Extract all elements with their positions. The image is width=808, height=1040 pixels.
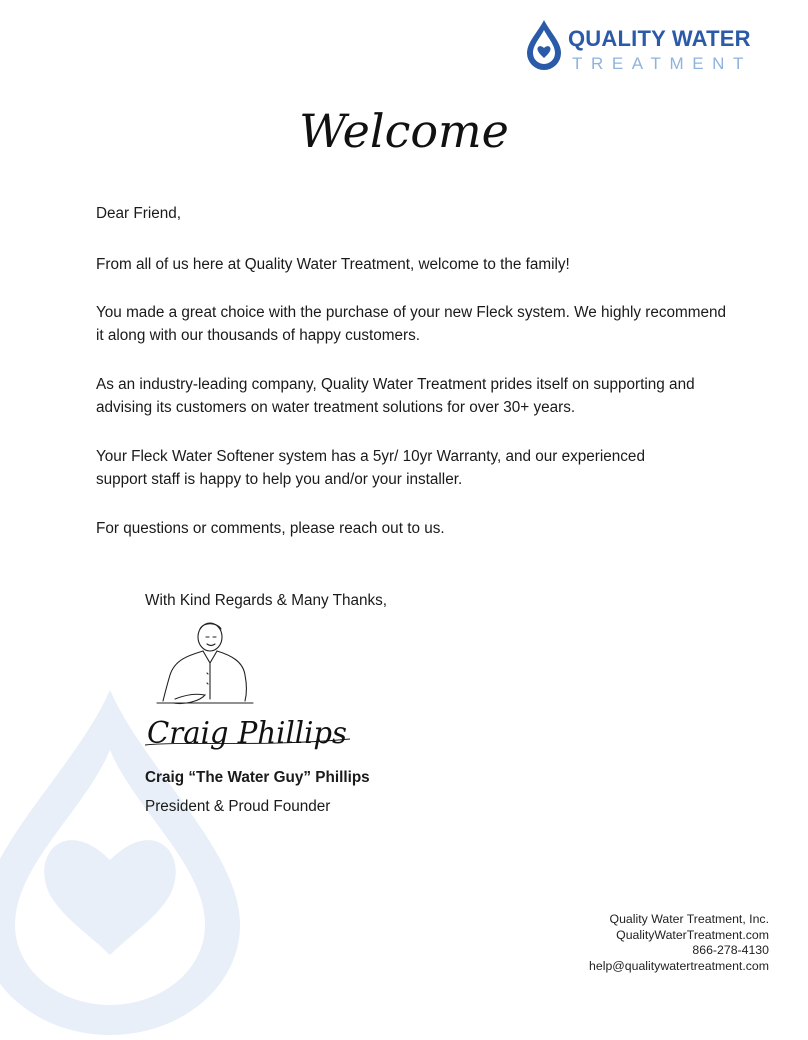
- paragraph-company: As an industry-leading company, Quality Water Treatment prides itself on supporting and advising its customers on water treatment solutions for over 30+ years.: [96, 376, 695, 416]
- company-logo: [524, 18, 764, 74]
- closing-line: With Kind Regards & Many Thanks,: [145, 592, 388, 609]
- footer-company: Quality Water Treatment, Inc.: [609, 912, 769, 926]
- paragraph-welcome: From all of us here at Quality Water Treatment, welcome to the family!: [96, 256, 570, 273]
- logo-subtitle: TREATMENT: [572, 54, 753, 73]
- paragraph-purchase: You made a great choice with the purchase of your new Fleck system. We highly recommend it along with our thousands of happy customers.: [96, 304, 727, 344]
- founder-sketch-signature: [145, 615, 355, 755]
- signer-name: Craig “The Water Guy” Phillips: [145, 769, 370, 786]
- footer-email[interactable]: help@qualitywatertreatment.com: [589, 958, 769, 973]
- handwritten-signature: Craig Phillips: [147, 716, 347, 751]
- water-drop-heart-icon: [524, 18, 564, 72]
- paragraph-contact: For questions or comments, please reach out to us.: [96, 520, 445, 537]
- paragraph-warranty: Your Fleck Water Softener system has a 5yr/ 10yr Warranty, and our experienced support staff is happy to help you and/or your installer.: [96, 448, 645, 488]
- welcome-heading: Welcome: [299, 104, 509, 158]
- footer-phone[interactable]: 866-278-4130: [692, 943, 769, 957]
- contact-footer: [589, 912, 769, 974]
- greeting: Dear Friend,: [96, 205, 182, 222]
- signer-title: President & Proud Founder: [145, 798, 331, 815]
- footer-website[interactable]: QualityWaterTreatment.com: [616, 927, 769, 942]
- logo-title: QUALITY WATER: [568, 26, 751, 51]
